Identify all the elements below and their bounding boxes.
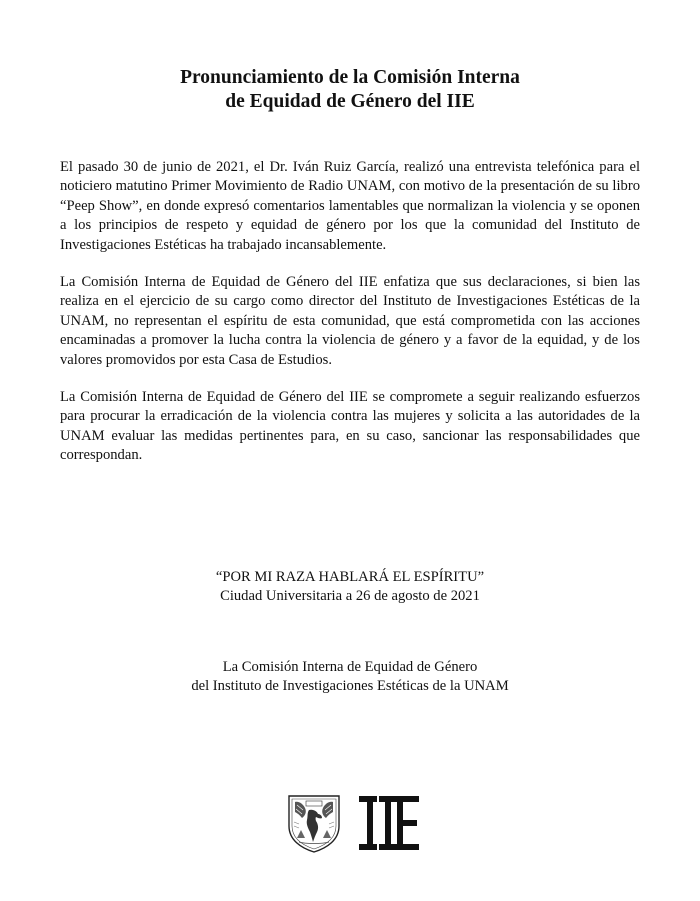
date-line: Ciudad Universitaria a 26 de agosto de 2021 [220, 587, 480, 604]
signature-line-1: La Comisión Interna de Equidad de Género [222, 659, 478, 675]
document-body [60, 158, 640, 484]
title-line-2: de Equidad de Género del IIE [225, 91, 475, 112]
paragraph-2: La Comisión Interna de Equidad de Género del IIE enfatiza que sus declaraciones, si bien las realiza en el ejercicio de su cargo como director del Instituto de Investigaciones Estéticas de la UNAM, no representan el espíritu de esta comunidad, que está comprometida con las acciones encaminadas a promover la lucha contra la violencia de género y a favor de la equidad, y de los valores promovidos por esta Casa de Estudios. [60, 274, 640, 368]
motto-line: “POR MI RAZA HABLARÁ EL ESPÍRITU” [215, 569, 485, 585]
document-title [0, 66, 700, 114]
paragraph-3: La Comisión Interna de Equidad de Género del IIE se compromete a seguir realizando esfuerzos para procurar la erradicación de la violencia contra las mujeres y solicita a las autoridades de la UNAM evaluar las medidas pertinentes para, en su caso, sancionar las responsabilidades que correspondan. [60, 389, 640, 464]
motto-block [0, 568, 700, 605]
signature-block [0, 658, 700, 695]
signature-line-2: del Instituto de Investigaciones Estéticas de la UNAM [191, 677, 509, 694]
logos-row [285, 792, 415, 854]
paragraph-1: El pasado 30 de junio de 2021, el Dr. Iván Ruiz García, realizó una entrevista telefónica para el noticiero matutino Primer Movimiento de Radio UNAM, con motivo de la presentación de su libro “Peep Show”, en donde expresó comentarios lamentables que normalizan la violencia y se oponen a los principios de respeto y equidad de género por los que la comunidad del Instituto de Investigaciones Estéticas ha trabajado incansablemente. [60, 159, 640, 253]
unam-shield-logo [285, 792, 343, 854]
iie-logo [359, 796, 419, 850]
title-line-1: Pronunciamiento de la Comisión Interna [180, 67, 520, 88]
